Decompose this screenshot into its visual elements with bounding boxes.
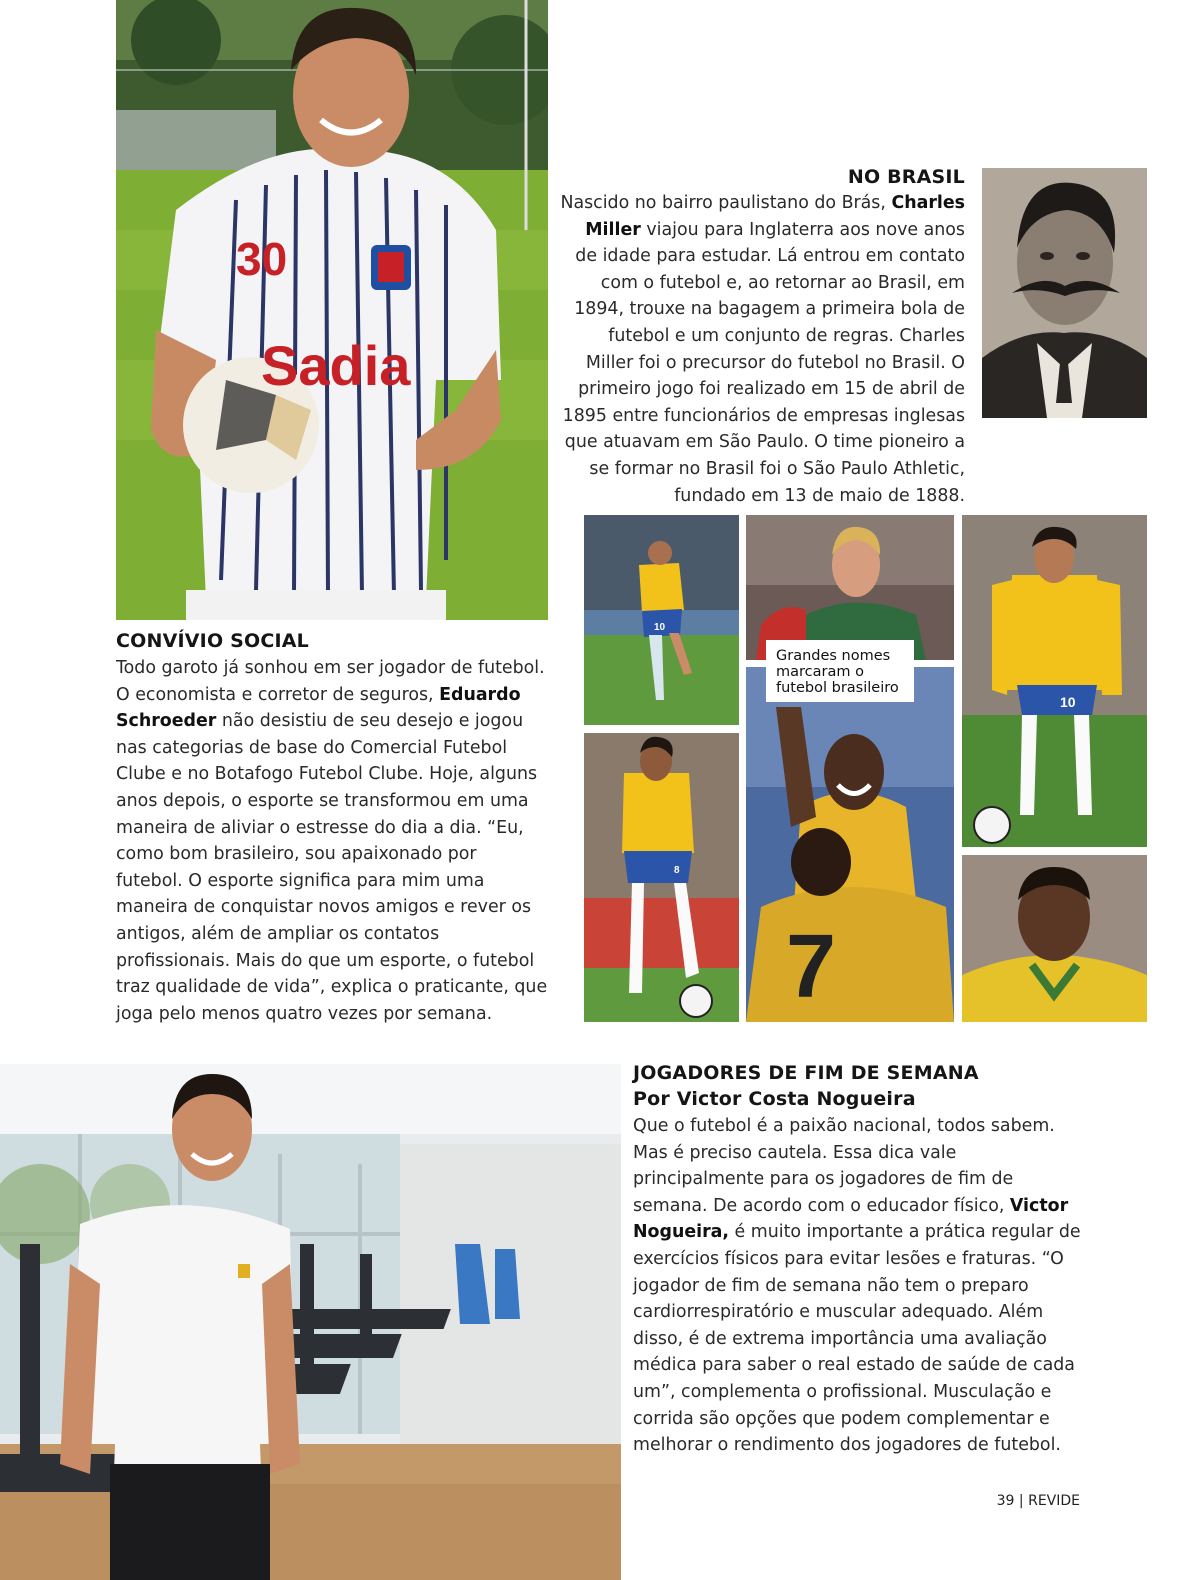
photo-player-running <box>584 515 739 725</box>
player-number-2: 8 <box>674 865 680 876</box>
photo-victor-nogueira-gym <box>0 1064 621 1580</box>
fimdesemana-body <box>633 1113 1085 1459</box>
page-footer <box>990 1493 1080 1509</box>
player-number-3: 7 <box>786 917 837 1017</box>
player-number-1: 10 <box>654 622 666 633</box>
convivio-heading: CONVÍVIO SOCIAL <box>116 630 309 652</box>
brasil-text-2: viajou para Inglaterra aos nove anos de idade para estudar. Lá entrou em contato com o futebol e, ao retornar ao Brasil, em 1894, trouxe na bagagem a primeira bola de futebol e um conjunto de regras. Charles Miller foi o precursor do futebol no Brasil. O primeiro jogo foi realizado em 15 de abril de 1895 entre funcionários de empresas inglesas que atuavam em São Paulo. O time pioneiro a se formar no Brasil foi o São Paulo Athletic, fundado em 13 de maio de 1888. <box>562 219 965 506</box>
fimdesemana-person-name: Victor Nogueira, <box>633 1195 1069 1243</box>
brasil-heading: NO BRASIL <box>847 166 965 188</box>
convivio-person-name: Eduardo Schroeder <box>116 684 521 732</box>
jersey-sponsor: Sadia <box>261 334 411 397</box>
fimdesemana-text-2: é muito importante a prática regular de exercícios físicos para evitar lesões e fraturas. “O jogador de fim de semana não tem o preparo cardiorrespiratório e muscular adequado. Além disso, é de extrema importância uma avaliação médica para saber o real estado de saúde de cada um”, complementa o profissional. Musculação e corrida são opções que podem complementar e melhorar o rendimento dos jogadores de futebol. <box>633 1222 1081 1456</box>
photo-player-green <box>746 515 954 660</box>
footer-separator: | <box>1018 1493 1024 1509</box>
brasil-text-1: Nascido no bairro paulistano do Brás, <box>560 193 892 213</box>
jersey-number: 30 <box>236 233 288 285</box>
page-number: 39 <box>996 1493 1015 1509</box>
fimdesemana-byline: Por Victor Costa Nogueira <box>633 1088 916 1110</box>
brasil-person-name: Charles Miller <box>585 193 965 240</box>
photo-player-standing <box>962 515 1147 847</box>
collage-caption: Grandes nomes marcaram o futebol brasileiro <box>766 640 914 702</box>
convivio-text-1: Todo garoto já sonhou em ser jogador de futebol. O economista e corretor de seguros, <box>116 658 545 705</box>
magazine-name: REVIDE <box>1028 1493 1080 1509</box>
photo-eduardo-schroeder <box>116 0 548 620</box>
brasil-body <box>560 190 965 509</box>
photo-player-portrait <box>962 855 1147 1022</box>
player-number-4: 10 <box>1060 694 1076 710</box>
photo-celebration <box>746 667 954 1022</box>
fimdesemana-text-1: Que o futebol é a paixão nacional, todos sabem. Mas é preciso cautela. Essa dica vale principalmente para os jogadores de fim de semana. De acordo com o educador físico, <box>633 1116 1055 1216</box>
photo-player-with-ball <box>584 733 739 1022</box>
convivio-text-2: não desistiu de seu desejo e jogou nas categorias de base do Comercial Futebol Clube e no Botafogo Futebol Clube. Hoje, alguns anos depois, o esporte se transformou em uma maneira de aliviar o estresse do dia a dia. “Eu, como bom brasileiro, sou apaixonado por futebol. O esporte significa para mim uma maneira de conquistar novos amigos e rever os antigos, além de ampliar os contatos profissionais. Mais do que um esporte, o futebol traz qualidade de vida”, explica o praticante, que joga pelo menos quatro vezes por semana. <box>116 711 548 1024</box>
convivio-body <box>116 655 548 1027</box>
photo-charles-miller <box>982 168 1147 418</box>
fimdesemana-heading: JOGADORES DE FIM DE SEMANA <box>633 1062 979 1084</box>
